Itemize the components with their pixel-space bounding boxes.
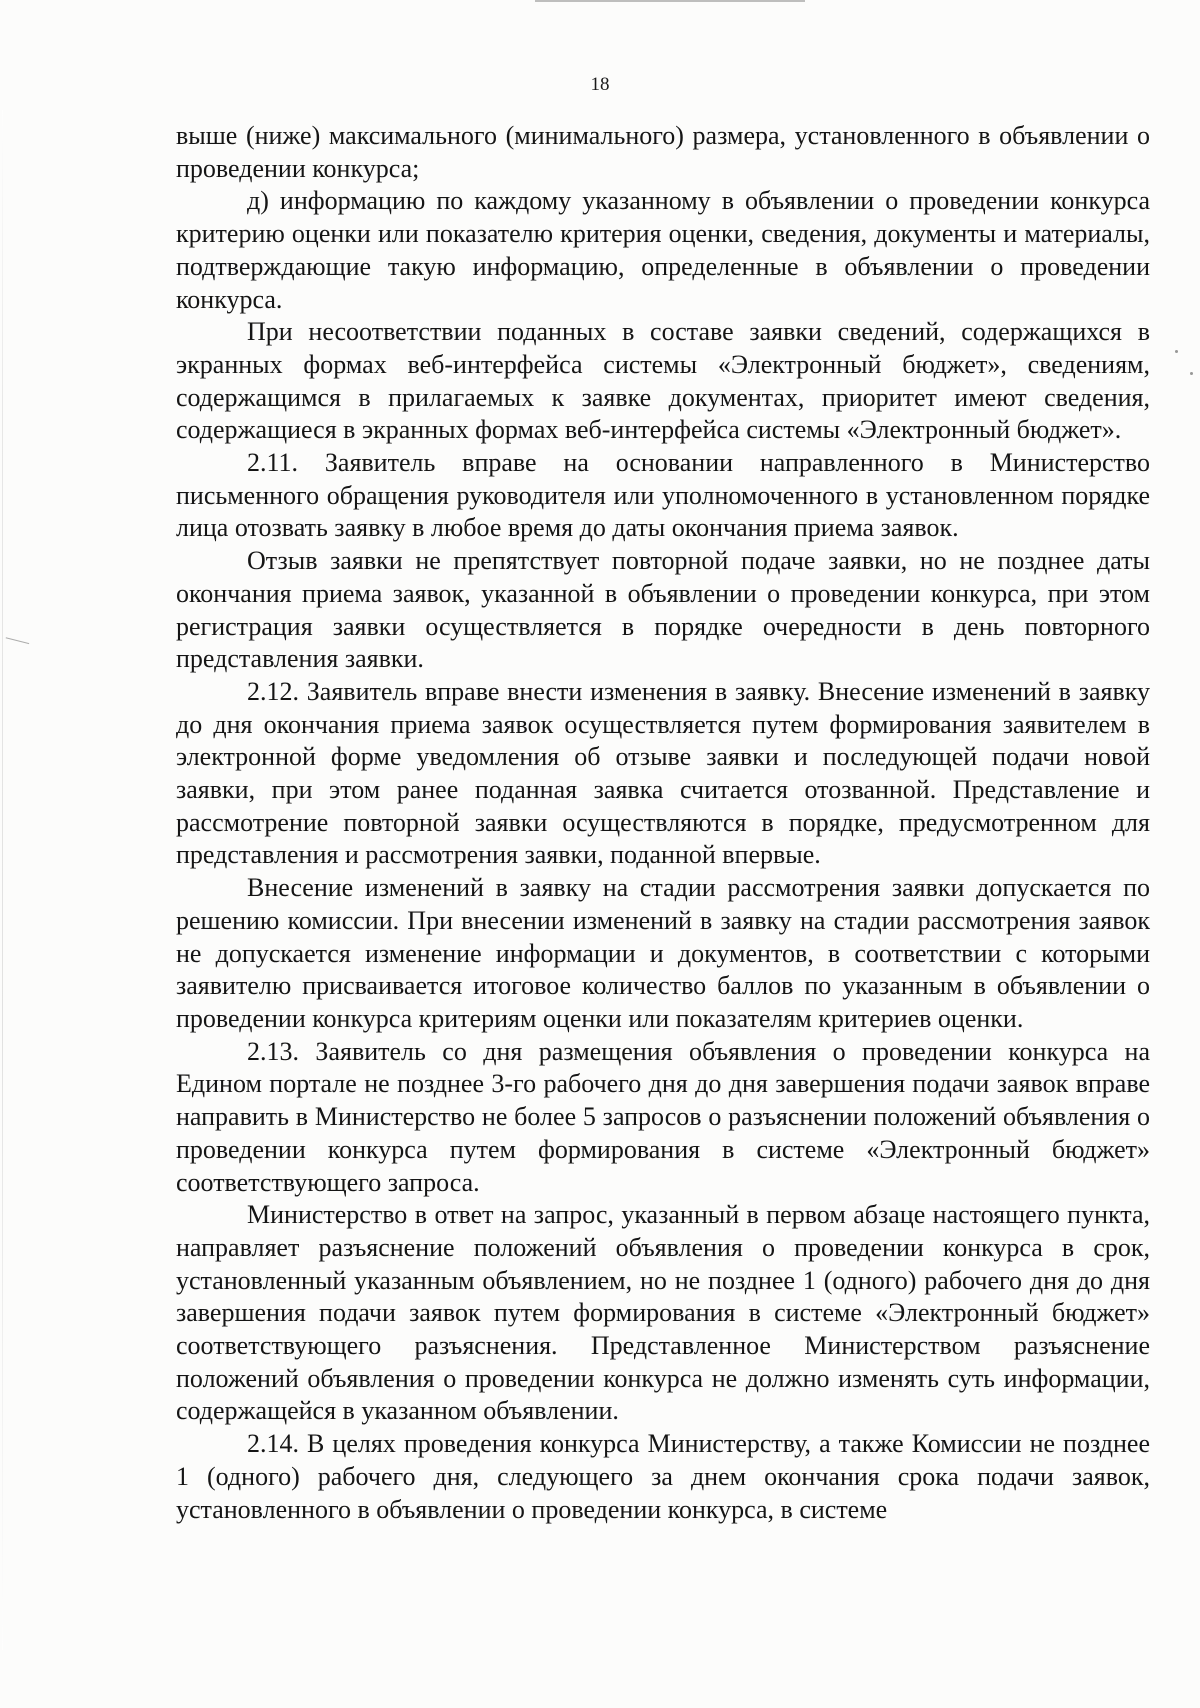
paragraph: 2.14. В целях проведения конкурса Министерству, а также Комиссии не позднее 1 (одного) рабочего дня, следующего за днем окончания срока подачи заявок, установленного в объявлении о проведении конкурса, в системе — [176, 1429, 1150, 1524]
document-body — [176, 120, 1150, 1526]
paragraph: 2.11. Заявитель вправе на основании направленного в Министерство письменного обращения руководителя или уполномоченного в установленном порядке лица отозвать заявку в любое время до даты окончания приема заявок. — [176, 448, 1150, 543]
paragraph: При несоответствии поданных в составе заявки сведений, содержащихся в экранных формах веб-интерфейса системы «Электронный бюджет», сведениям, содержащимся в прилагаемых к заявке документах, приоритет имеют сведения, содержащиеся в экранных формах веб-интерфейса системы «Электронный бюджет». — [176, 317, 1150, 445]
scan-artifact-left-edge — [2, 110, 3, 1650]
paragraph: выше (ниже) максимального (минимального) размера, установленного в объявлении о проведении конкурса; — [176, 121, 1150, 183]
paragraph: 2.12. Заявитель вправе внести изменения в заявку. Внесение изменений в заявку до дня окончания приема заявок осуществляется путем формирования заявителем в электронной форме уведомления об отзыве заявки и последующей подачи новой заявки, при этом ранее поданная заявка считается отозванной. Представление и рассмотрение повторной заявки осуществляются в порядке, предусмотренном для представления и рассмотрения заявки, поданной впервые. — [176, 676, 1150, 870]
paragraph: Отзыв заявки не препятствует повторной подаче заявки, но не позднее даты окончания приема заявок, указанной в объявлении о проведении конкурса, при этом регистрация заявки осуществляется в порядке очередности в день повторного представления заявки. — [176, 546, 1150, 674]
paragraph: 2.13. Заявитель со дня размещения объявления о проведении конкурса на Едином портале не позднее 3-го рабочего дня до дня завершения подачи заявок вправе направить в Министерство не более 5 запросов о разъяснении положений объявления о проведении конкурса путем формирования в системе «Электронный бюджет» соответствующего запроса. — [176, 1036, 1150, 1197]
scan-artifact-dot — [1175, 350, 1178, 353]
scan-artifact-left-mark — [3, 637, 29, 655]
scan-artifact-top — [535, 0, 805, 5]
paragraph: Внесение изменений в заявку на стадии рассмотрения заявки допускается по решению комиссии. При внесении изменений в заявку на стадии рассмотрения заявок не допускается изменение информации и документов, в соответствии с которыми заявителю присваивается итоговое количество баллов по указанным в объявлении о проведении конкурса критериям оценки или показателям критериев оценки. — [176, 873, 1150, 1033]
paragraph: д) информацию по каждому указанному в объявлении о проведении конкурса критерию оценки или показателю критерия оценки, сведения, документы и материалы, подтверждающие такую информацию, определенные в объявлении о проведении конкурса. — [176, 186, 1150, 314]
page-number: 18 — [590, 74, 610, 95]
scan-artifact-dot — [1190, 372, 1193, 375]
paragraph: Министерство в ответ на запрос, указанный в первом абзаце настоящего пункта, направляет разъяснение положений объявления о проведении конкурса в срок, установленный указанным объявлением, но не позднее 1 (одного) рабочего дня до дня завершения подачи заявок путем формирования в системе «Электронный бюджет» соответствующего разъяснения. Представленное Министерством разъяснение положений объявления о проведении конкурса не должно изменять суть информации, содержащейся в указанном объявлении. — [176, 1200, 1150, 1426]
